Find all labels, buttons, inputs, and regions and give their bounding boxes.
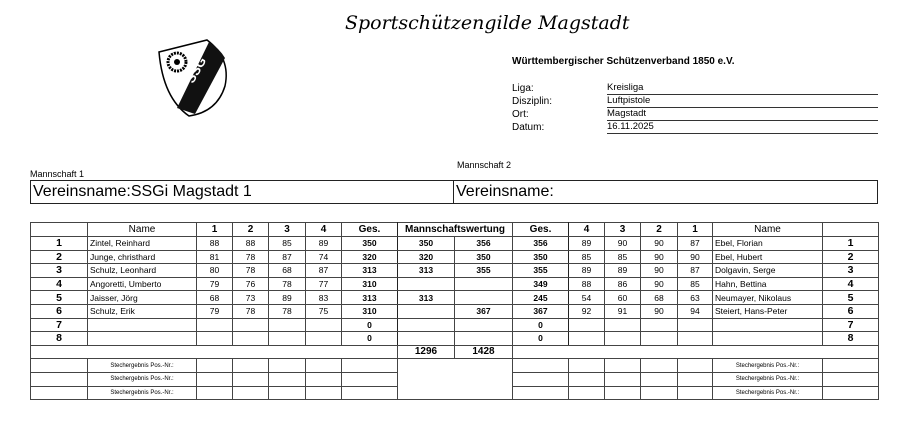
- series-score-2: 89: [569, 264, 605, 278]
- shooter-name-1: [88, 332, 197, 346]
- series-score-1: [306, 318, 342, 332]
- table-row: [31, 264, 879, 278]
- team-score-1: [398, 304, 455, 318]
- header-series-2-c4: 4: [569, 223, 605, 237]
- club-logo: [155, 38, 235, 118]
- ort-label: Ort:: [512, 109, 529, 120]
- total-score-2: 0: [513, 332, 569, 346]
- series-score-1: 68: [269, 264, 306, 278]
- series-score-2: 87: [678, 237, 713, 251]
- series-score-1: [197, 332, 233, 346]
- team-score-2: 355: [455, 264, 513, 278]
- header-series-c2: 2: [233, 223, 269, 237]
- tiebreak-cell: [641, 386, 678, 400]
- total-score-2: 245: [513, 291, 569, 305]
- liga-value: Kreisliga: [607, 82, 878, 95]
- total-score-1: 0: [342, 318, 398, 332]
- table-row: [31, 332, 879, 346]
- position-2: 8: [823, 332, 879, 346]
- header-name-2: Name: [713, 223, 823, 237]
- shooter-name-2: Ebel, Florian: [713, 237, 823, 251]
- total-spacer-1: [31, 345, 398, 359]
- series-score-2: 90: [641, 304, 678, 318]
- series-score-1: [233, 332, 269, 346]
- shooter-name-1: Schulz, Leonhard: [88, 264, 197, 278]
- team-score-1: 313: [398, 291, 455, 305]
- position-1: 7: [31, 318, 88, 332]
- header-mannschaftswertung: Mannschaftswertung: [398, 223, 513, 237]
- total-score-2: 355: [513, 264, 569, 278]
- header-ges-2: Ges.: [513, 223, 569, 237]
- series-score-1: 87: [306, 264, 342, 278]
- team2-name: Vereinsname:: [456, 183, 554, 200]
- tiebreak-cell: [269, 359, 306, 373]
- series-score-2: 90: [641, 264, 678, 278]
- series-score-1: 89: [269, 291, 306, 305]
- series-score-2: 92: [569, 304, 605, 318]
- score-table: [30, 222, 879, 400]
- team-score-2: [455, 277, 513, 291]
- tiebreak-cell: [306, 386, 342, 400]
- position-2: 5: [823, 291, 879, 305]
- series-score-1: 79: [197, 304, 233, 318]
- shooter-name-1: Junge, christhard: [88, 250, 197, 264]
- total-score-2: 350: [513, 250, 569, 264]
- datum-value: 16.11.2025: [607, 121, 878, 134]
- tiebreak-cell: [569, 386, 605, 400]
- tiebreak-cell: [823, 386, 879, 400]
- tiebreak-cell: [269, 386, 306, 400]
- series-score-2: 87: [678, 264, 713, 278]
- header-series-2-c3: 3: [605, 223, 641, 237]
- series-score-1: 74: [306, 250, 342, 264]
- header-series-c3: 3: [269, 223, 306, 237]
- tiebreak-cell: [605, 372, 641, 386]
- table-row: [31, 304, 879, 318]
- team-score-1: 350: [398, 237, 455, 251]
- series-score-2: 63: [678, 291, 713, 305]
- shooter-name-2: Steiert, Hans-Peter: [713, 304, 823, 318]
- tiebreak-team-blank: [398, 359, 513, 400]
- total-row: [31, 345, 879, 359]
- series-score-1: 78: [269, 304, 306, 318]
- series-score-1: 80: [197, 264, 233, 278]
- position-1: 5: [31, 291, 88, 305]
- series-score-2: [678, 318, 713, 332]
- team-score-2: [455, 332, 513, 346]
- team-score-2: [455, 291, 513, 305]
- position-1: 6: [31, 304, 88, 318]
- series-score-2: 91: [605, 304, 641, 318]
- series-score-1: 68: [197, 291, 233, 305]
- shooter-name-2: Ebel, Hubert: [713, 250, 823, 264]
- total-score-2: 349: [513, 277, 569, 291]
- series-score-2: 85: [569, 250, 605, 264]
- position-2: 4: [823, 277, 879, 291]
- series-score-1: 87: [269, 250, 306, 264]
- tiebreak-cell: [233, 386, 269, 400]
- tiebreak-label-2: Stechergebnis Pos.-Nr.:: [713, 372, 823, 386]
- tiebreak-cell: [31, 359, 88, 373]
- team-score-1: [398, 332, 455, 346]
- series-score-1: 88: [197, 237, 233, 251]
- team-names: [30, 180, 878, 204]
- ort-value: Magstadt: [607, 108, 878, 121]
- tiebreak-cell: [342, 372, 398, 386]
- tiebreak-cell: [31, 386, 88, 400]
- tiebreak-cell: [513, 359, 569, 373]
- team1-label: Mannschaft 1: [30, 169, 85, 179]
- header-series-2-c2: 2: [641, 223, 678, 237]
- tiebreak-cell: [823, 372, 879, 386]
- series-score-2: 88: [569, 277, 605, 291]
- position-2: 1: [823, 237, 879, 251]
- tiebreak-label-1: Stechergebnis Pos.-Nr.:: [88, 359, 197, 373]
- team-score-2: [455, 318, 513, 332]
- disziplin-label: Disziplin:: [512, 96, 553, 107]
- total-score-1: 310: [342, 277, 398, 291]
- header-pos: [31, 223, 88, 237]
- position-1: 1: [31, 237, 88, 251]
- series-score-2: 90: [678, 250, 713, 264]
- total-score-2: 0: [513, 318, 569, 332]
- shooter-name-1: Schulz, Erik: [88, 304, 197, 318]
- tiebreak-label-1: Stechergebnis Pos.-Nr.:: [88, 372, 197, 386]
- team-score-1: [398, 318, 455, 332]
- shooter-name-1: Angoretti, Umberto: [88, 277, 197, 291]
- team-total-1: 1296: [398, 345, 455, 359]
- series-score-1: [233, 318, 269, 332]
- series-score-2: 90: [641, 250, 678, 264]
- position-2: 6: [823, 304, 879, 318]
- series-score-2: [605, 332, 641, 346]
- tiebreak-cell: [678, 359, 713, 373]
- series-score-1: 75: [306, 304, 342, 318]
- tiebreak-cell: [233, 359, 269, 373]
- series-score-1: 89: [306, 237, 342, 251]
- tiebreak-label-1: Stechergebnis Pos.-Nr.:: [88, 386, 197, 400]
- position-2: 2: [823, 250, 879, 264]
- team-score-1: 320: [398, 250, 455, 264]
- disziplin-value: Luftpistole: [607, 95, 878, 108]
- series-score-1: [197, 318, 233, 332]
- tiebreak-cell: [569, 359, 605, 373]
- series-score-1: 77: [306, 277, 342, 291]
- position-2: 7: [823, 318, 879, 332]
- header-name-1: Name: [88, 223, 197, 237]
- team-score-2: 367: [455, 304, 513, 318]
- tiebreak-cell: [342, 386, 398, 400]
- total-score-1: 0: [342, 332, 398, 346]
- tiebreak-cell: [678, 386, 713, 400]
- series-score-1: [306, 332, 342, 346]
- tiebreak-cell: [306, 372, 342, 386]
- tiebreak-cell: [31, 372, 88, 386]
- total-score-1: 320: [342, 250, 398, 264]
- association-name: Württembergischer Schützenverband 1850 e.V.: [512, 56, 735, 67]
- series-score-2: 94: [678, 304, 713, 318]
- shooter-name-2: Dolgavin, Serge: [713, 264, 823, 278]
- header-series-2-c1: 1: [678, 223, 713, 237]
- series-score-2: 86: [605, 277, 641, 291]
- shooter-name-2: Hahn, Bettina: [713, 277, 823, 291]
- tiebreak-cell: [269, 372, 306, 386]
- table-row: [31, 237, 879, 251]
- tiebreak-label-2: Stechergebnis Pos.-Nr.:: [713, 386, 823, 400]
- shooter-name-2: [713, 318, 823, 332]
- team1-name: Vereinsname:SSGi Magstadt 1: [31, 181, 454, 203]
- shooter-name-2: Neumayer, Nikolaus: [713, 291, 823, 305]
- series-score-1: [269, 318, 306, 332]
- series-score-1: [269, 332, 306, 346]
- tiebreak-label-2: Stechergebnis Pos.-Nr.:: [713, 359, 823, 373]
- series-score-2: 89: [605, 264, 641, 278]
- series-score-2: 85: [605, 250, 641, 264]
- series-score-2: [641, 332, 678, 346]
- header-series-c1: 1: [197, 223, 233, 237]
- series-score-1: 85: [269, 237, 306, 251]
- tiebreak-row: [31, 359, 879, 373]
- series-score-1: 83: [306, 291, 342, 305]
- total-score-1: 313: [342, 264, 398, 278]
- series-score-2: 85: [678, 277, 713, 291]
- team-score-2: 350: [455, 250, 513, 264]
- table-row: [31, 250, 879, 264]
- position-1: 3: [31, 264, 88, 278]
- series-score-2: [569, 332, 605, 346]
- series-score-1: 79: [197, 277, 233, 291]
- tiebreak-cell: [605, 359, 641, 373]
- table-row: [31, 277, 879, 291]
- header-row: [31, 223, 879, 237]
- header-pos-2: [823, 223, 879, 237]
- shooter-name-1: Jaisser, Jörg: [88, 291, 197, 305]
- series-score-1: 88: [233, 237, 269, 251]
- series-score-1: 78: [269, 277, 306, 291]
- series-score-2: 90: [605, 237, 641, 251]
- tiebreak-cell: [513, 386, 569, 400]
- tiebreak-cell: [569, 372, 605, 386]
- series-score-1: 78: [233, 304, 269, 318]
- series-score-2: 90: [641, 237, 678, 251]
- team-score-2: 356: [455, 237, 513, 251]
- shooter-name-1: [88, 318, 197, 332]
- series-score-1: 78: [233, 264, 269, 278]
- total-spacer-2: [513, 345, 879, 359]
- series-score-2: 68: [641, 291, 678, 305]
- tiebreak-cell: [233, 372, 269, 386]
- series-score-2: 60: [605, 291, 641, 305]
- series-score-2: 89: [569, 237, 605, 251]
- tiebreak-cell: [641, 359, 678, 373]
- svg-text:SSG: SSG: [182, 54, 210, 86]
- team-score-1: [398, 277, 455, 291]
- series-score-1: 76: [233, 277, 269, 291]
- total-score-1: 313: [342, 291, 398, 305]
- tiebreak-cell: [513, 372, 569, 386]
- tiebreak-cell: [641, 372, 678, 386]
- series-score-2: [641, 318, 678, 332]
- series-score-2: [605, 318, 641, 332]
- position-2: 3: [823, 264, 879, 278]
- series-score-2: 54: [569, 291, 605, 305]
- table-row: [31, 318, 879, 332]
- series-score-1: 81: [197, 250, 233, 264]
- team2-label: Mannschaft 2: [457, 160, 512, 170]
- shooter-name-2: [713, 332, 823, 346]
- tiebreak-cell: [197, 386, 233, 400]
- tiebreak-cell: [197, 359, 233, 373]
- header-series-c4: 4: [306, 223, 342, 237]
- position-1: 4: [31, 277, 88, 291]
- tiebreak-cell: [605, 386, 641, 400]
- shooter-name-1: Zintel, Reinhard: [88, 237, 197, 251]
- series-score-1: 78: [233, 250, 269, 264]
- header-ges-1: Ges.: [342, 223, 398, 237]
- series-score-2: 90: [641, 277, 678, 291]
- total-score-1: 310: [342, 304, 398, 318]
- club-title: Sportschützengilde Magstadt: [345, 12, 630, 34]
- tiebreak-cell: [678, 372, 713, 386]
- series-score-2: [678, 332, 713, 346]
- series-score-2: [569, 318, 605, 332]
- tiebreak-cell: [306, 359, 342, 373]
- team-score-1: 313: [398, 264, 455, 278]
- series-score-1: 73: [233, 291, 269, 305]
- total-score-2: 356: [513, 237, 569, 251]
- datum-label: Datum:: [512, 122, 545, 133]
- total-score-1: 350: [342, 237, 398, 251]
- team-total-2: 1428: [455, 345, 513, 359]
- tiebreak-cell: [342, 359, 398, 373]
- total-score-2: 367: [513, 304, 569, 318]
- position-1: 8: [31, 332, 88, 346]
- position-1: 2: [31, 250, 88, 264]
- tiebreak-cell: [197, 372, 233, 386]
- tiebreak-cell: [823, 359, 879, 373]
- table-row: [31, 291, 879, 305]
- liga-label: Liga:: [512, 83, 534, 94]
